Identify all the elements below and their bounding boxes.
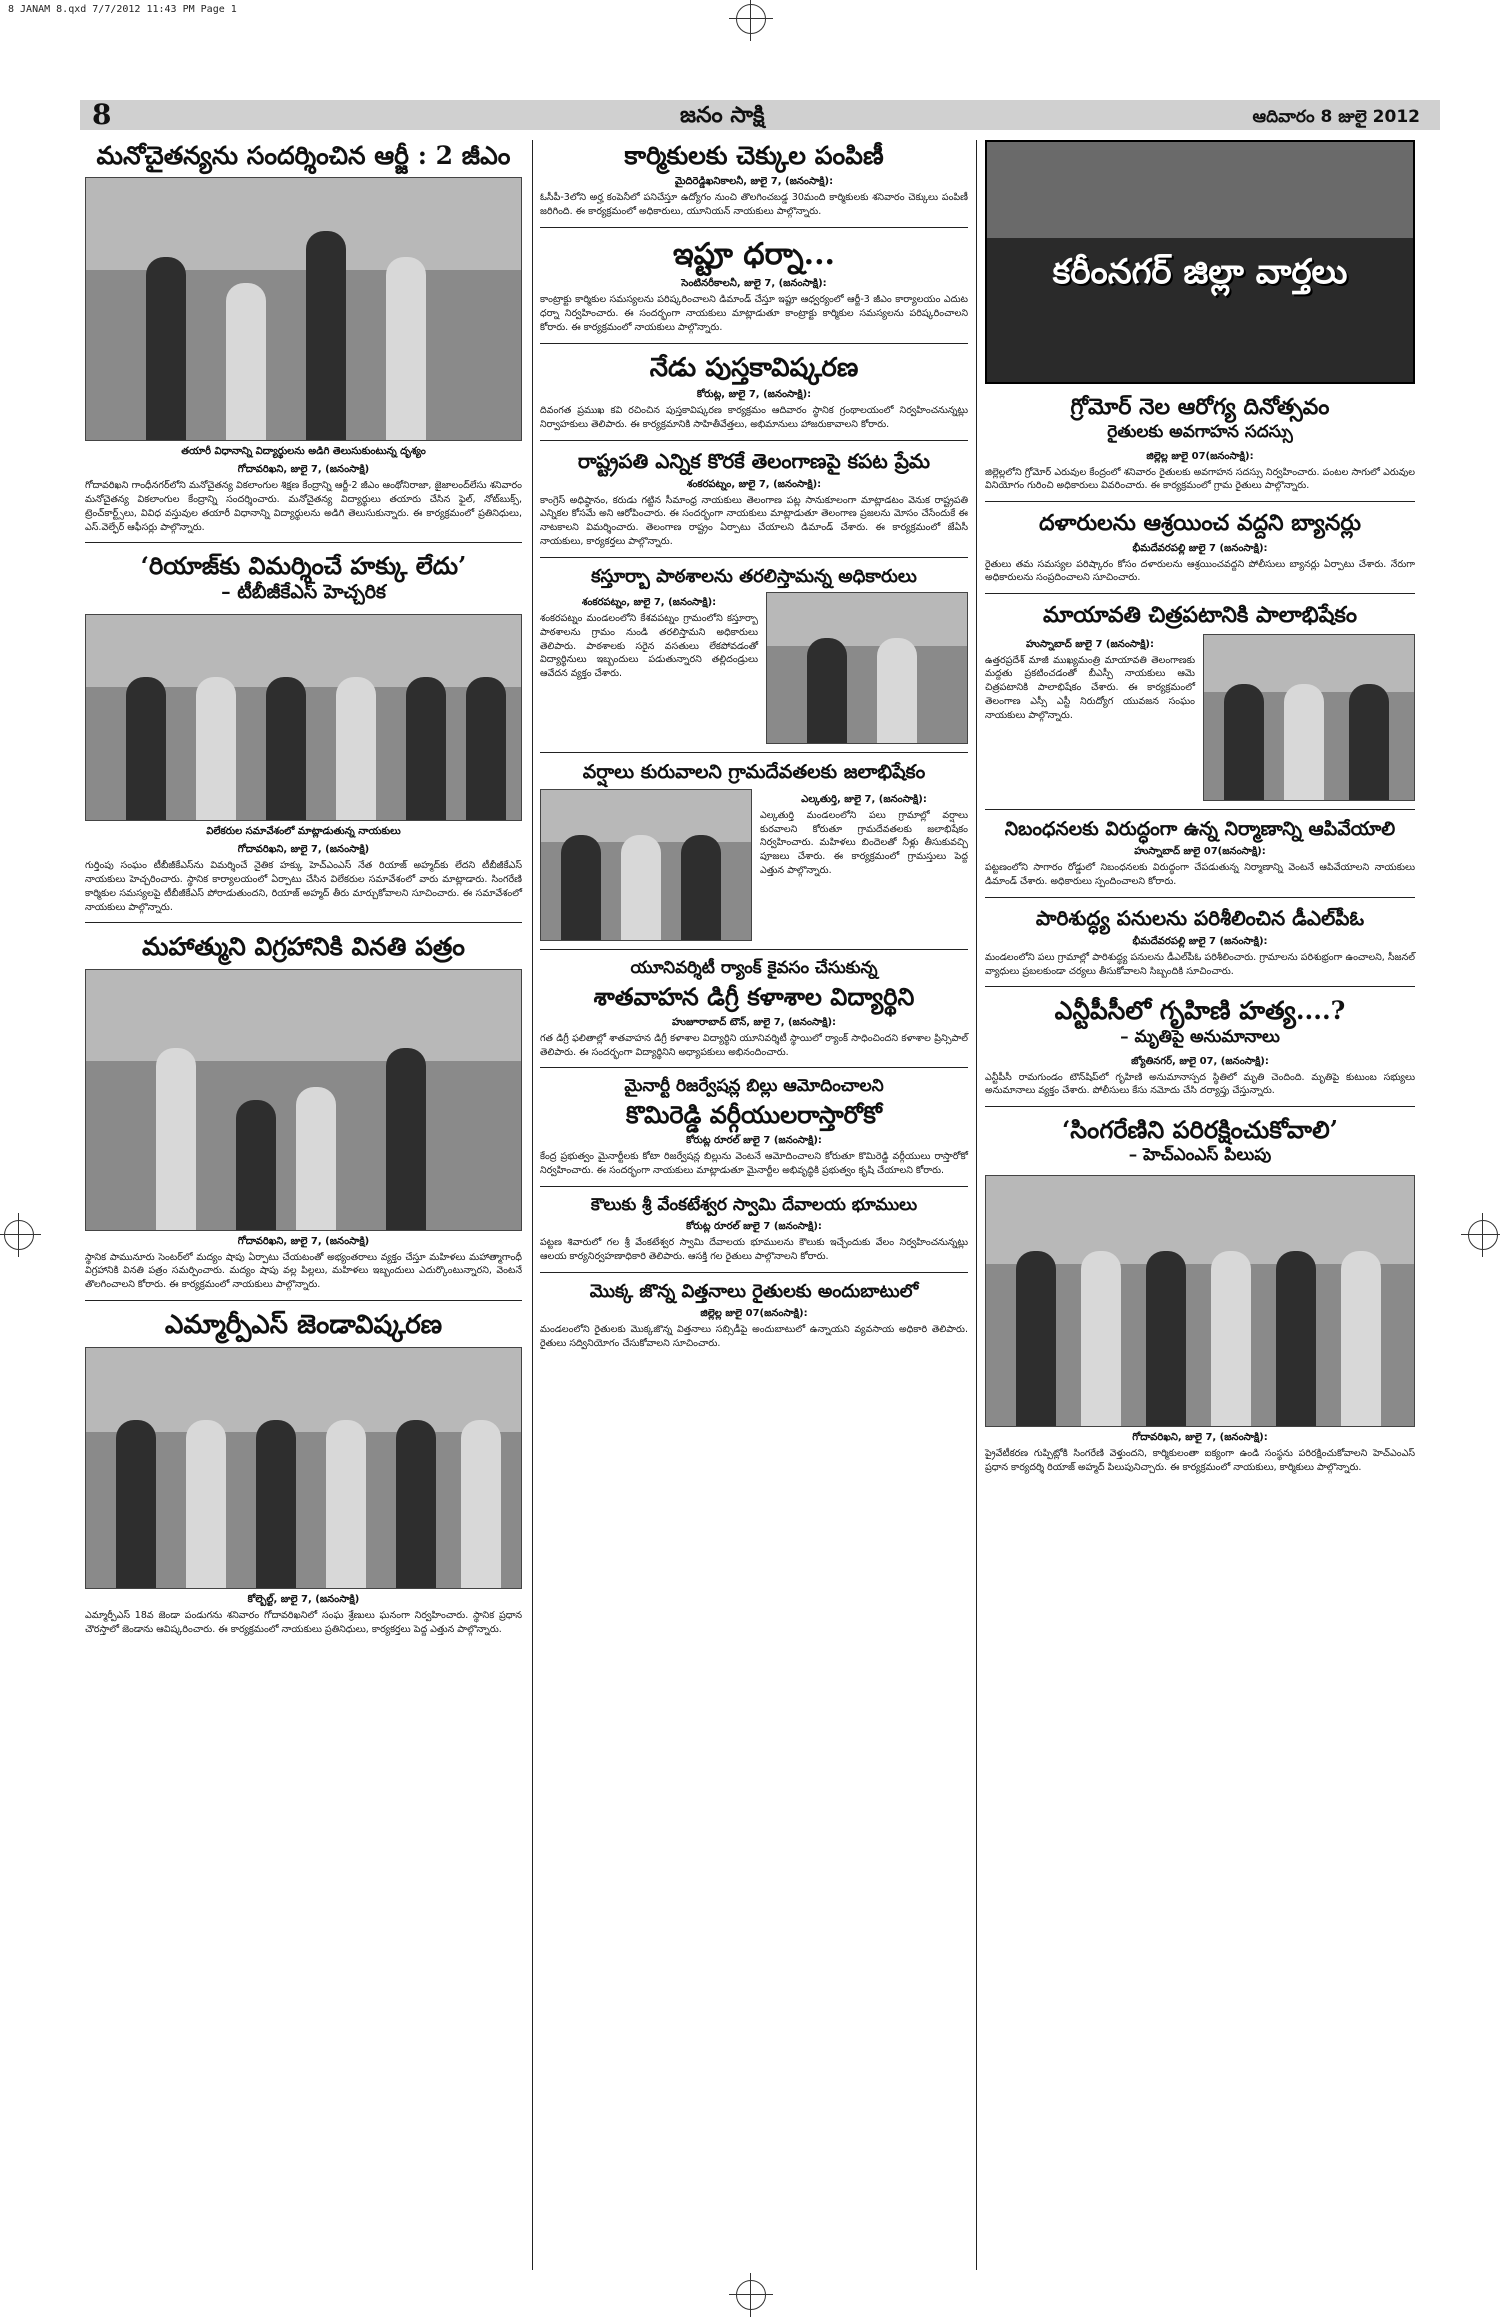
news-photo bbox=[85, 177, 522, 441]
headline: మాయావతి చిత్రపటానికి పాలాభిషేకం bbox=[1042, 602, 1358, 629]
photo-caption: విలేకరుల సమావేశంలో మాట్లాడుతున్న నాయకులు bbox=[206, 826, 401, 838]
news-photo bbox=[985, 1175, 1415, 1427]
article-body: ఓసీపీ-3లోని అర్హ కంపెనీలో పనిచేస్తూ ఉద్యోగం నుంచి తొలగించబడ్డ 30మంది కార్మికులకు శనివారం చెక్కులు పంపిణీ జరిగింది. ఈ కార్యక్రమంలో అధికారులు, యూనియన్ నాయకులు పాల్గొన్నారు. bbox=[540, 192, 968, 218]
dateline: భీమదేవరపల్లి జులై 7 (జనంసాక్షి): bbox=[1132, 542, 1268, 554]
article-body: ఎన్టీపీసీ రామగుండం టౌన్‌షిప్‌లో గృహిణి అనుమానాస్పద స్థితిలో మృతి చెందింది. మృతిపై కుటుంబ సభ్యులు అనుమానాలు వ్యక్తం చేశారు. పోలీసులు కేసు నమోదు చేసి దర్యాప్తు చేస్తున్నారు. bbox=[985, 1071, 1415, 1097]
dateline: జిల్లెల్ల జులై 07(జనంసాక్షి): bbox=[1146, 450, 1254, 462]
news-photo bbox=[85, 1347, 522, 1589]
article-body: స్థానిక పామునూరు సెంటర్‌లో మద్యం షాపు ఏర్పాటు చేయటంతో అభ్యంతరాలు వ్యక్తం చేస్తూ మహిళలు మహాత్మాగాంధీ విగ్రహానికి వినతి పత్రం సమర్పించారు. మద్యం షాపు వల్ల పిల్లలు, మహిళలు ఇబ్బందులు ఎదుర్కొంటున్నారని, వెంటనే తొలగించాలని కోరారు. ఈ కార్యక్రమంలో నాయకులు పాల్గొన్నారు. bbox=[85, 1251, 522, 1291]
kicker: యూనివర్శిటీ ర్యాంక్ కైవసం చేసుకున్న bbox=[630, 957, 878, 978]
subheadline: – టీబీజీకేఎస్‌ హెచ్చరిక bbox=[221, 581, 386, 604]
news-photo bbox=[85, 969, 522, 1231]
article-body: శంకరపట్నం మండలంలోని కేశవపట్నం గ్రామంలోని కస్తూర్బా పాఠశాలను గ్రామం నుండి తరలిస్తామని అధికారులు తెలిపారు. పాఠశాలకు సరైన వసతులు లేకపోవడంతో విద్యార్థినులు ఇబ్బందులు పడుతున్నారని తల్లిదండ్రులు ఆవేదన వ్యక్తం చేశారు. bbox=[540, 613, 758, 680]
article-body: ఎల్కతుర్తి మండలంలోని పలు గ్రామాల్లో వర్షాలు కురవాలని కోరుతూ గ్రామదేవతలకు జలాభిషేకం నిర్వహించారు. మహిళలు బిందెలతో నీళ్లు తీసుకువచ్చి పూజలు చేశారు. ఈ కార్యక్రమంలో గ్రామస్తులు పెద్ద ఎత్తున పాల్గొన్నారు. bbox=[760, 809, 968, 876]
column-left bbox=[85, 140, 522, 1637]
kicker: మైనార్టీ రిజర్వేషన్ల బిల్లు ఆమోదించాలని bbox=[624, 1076, 884, 1097]
dateline: మైదిరెడ్డిఖనికాలనీ, జులై 7, (జనంసాక్షి): bbox=[674, 176, 834, 188]
article-body: మండలంలోని పలు గ్రామాల్లో పారిశుద్ధ్య పనులను డీఎల్‌పీఓ పరిశీలించారు. గ్రామాలను పరిశుభ్రంగా ఉంచాలని, సీజనల్ వ్యాధులు ప్రబలకుండా చర్యలు తీసుకోవాలని సిబ్బందికి సూచించారు. bbox=[985, 951, 1415, 977]
dateline: భీమదేవరపల్లి జులై 7 (జనంసాక్షి): bbox=[1132, 935, 1268, 947]
headline: రాష్ట్రపతి ఎన్నిక కొరకే తెలంగాణపై కపట ప్రేమ bbox=[577, 448, 931, 473]
dateline: కోరుట్ల రూరల్ జులై 7 (జనంసాక్షి): bbox=[686, 1135, 822, 1147]
headline: ఎమ్మార్పీఎస్‌ జెండావిష్కరణ bbox=[164, 1309, 443, 1340]
registration-mark-icon bbox=[4, 1220, 34, 1250]
headline: శాతవాహన డిగ్రీ కళాశాల విద్యార్థిని bbox=[593, 981, 915, 1011]
dateline: శంకరపట్నం, జులై 7, (జనంసాక్షి): bbox=[581, 597, 717, 609]
headline: నిబంధనలకు విరుద్ధంగా ఉన్న నిర్మాణాన్ని ఆపివేయాలి bbox=[1004, 817, 1396, 840]
news-photo bbox=[766, 592, 968, 744]
subheadline: రైతులకు అవగాహన సదస్సు bbox=[1107, 421, 1293, 442]
article-body: గుర్తింపు సంఘం టీబీజీకేఎస్‌ను విమర్శించే నైతిక హక్కు హెచ్ఎంఎస్ నేత రియాజ్ అహ్మద్‌కు లేదని టీబీజీకేఎస్ నాయకులు హెచ్చరించారు. స్థానిక కార్యాలయంలో ఏర్పాటు చేసిన విలేకరుల సమావేశంలో వారు మాట్లాడారు. సింగరేణి కార్మికుల సమస్యలపై టీబీజీకేఎస్ పోరాడుతుందని, రియాజ్ అహ్మద్ తీరు మార్చుకోవాలని సూచించారు. ఈ సమావేశంలో నాయకులు పాల్గొన్నారు. bbox=[85, 860, 522, 913]
dateline: కోరుట్ల రూరల్ జులై 7 (జనంసాక్షి): bbox=[686, 1221, 822, 1233]
column-divider bbox=[532, 140, 533, 2270]
column-divider bbox=[976, 140, 977, 2270]
dateline: ఎల్కతుర్తి, జులై 7, (జనంసాక్షి): bbox=[801, 793, 927, 805]
headline: మహాత్ముని విగ్రహానికి వినతి పత్రం bbox=[142, 932, 465, 962]
registration-mark-icon bbox=[736, 2280, 766, 2310]
article-body: దివంగత ప్రముఖ కవి రచించిన పుస్తకావిష్కరణ కార్యక్రమం ఆదివారం స్థానిక గ్రంథాలయంలో నిర్వహించనున్నట్లు నిర్వాహకులు తెలిపారు. ఈ కార్యక్రమానికి సాహితీవేత్తలు, అభిమానులు హాజరుకావాలని కోరారు. bbox=[540, 405, 968, 430]
article-body: కాంట్రాక్టు కార్మికుల సమస్యలను పరిష్కరించాలని డిమాండ్ చేస్తూ ఇప్టూ ఆధ్వర్యంలో ఆర్జీ-3 జీఎం కార్యాలయం ఎదుట ధర్నా నిర్వహించారు. ఈ సందర్భంగా నాయకులు మాట్లాడుతూ కాంట్రాక్టు కార్మికుల సమస్యలను పరిష్కరించాలని కోరారు. ఈ కార్యక్రమంలో నాయకులు పాల్గొన్నారు. bbox=[540, 294, 968, 333]
dateline: కోల్బెల్ట్, జులై 7, (జనంసాక్షి) bbox=[247, 1594, 360, 1606]
headline: నేడు పుస్తకావిష్కరణ bbox=[649, 352, 859, 383]
article-body: రైతులు తమ సమస్యల పరిష్కారం కోసం దళారులను ఆశ్రయించవద్దని పోలీసులు బ్యానర్లు ఏర్పాటు చేశారు. నేరుగా అధికారులను సంప్రదించాలని సూచించారు. bbox=[985, 558, 1415, 584]
headline: కార్మికులకు చెక్కుల పంపిణీ bbox=[624, 141, 884, 170]
article-body: పట్టణంలోని సాగారం రోడ్డులో నిబంధనలకు విరుద్ధంగా చేపడుతున్న నిర్మాణాన్ని వెంటనే ఆపివేయాలని నాయకులు డిమాండ్ చేశారు. అధికారులు స్పందించాలని కోరారు. bbox=[985, 862, 1415, 888]
issue-date: ఆదివారం 8 జులై 2012 bbox=[1252, 107, 1420, 127]
page-number: 8 bbox=[92, 98, 112, 131]
dateline: గోదావరిఖని, జులై 7, (జనంసాక్షి) bbox=[237, 464, 370, 476]
headline: మొక్క జొన్న విత్తనాలు రైతులకు అందుబాటులో bbox=[589, 1280, 919, 1302]
subheadline: – మృతిపై అనుమానాలు bbox=[1120, 1026, 1280, 1047]
dateline: జ్యోతినగర్, జులై 07, (జనంసాక్షి): bbox=[1131, 1055, 1269, 1067]
headline: గ్రోమోర్‌ నెల ఆరోగ్య దినోత్సవం bbox=[1070, 394, 1330, 420]
masthead-logo: జనం సాక్షి bbox=[680, 102, 765, 128]
news-photo bbox=[85, 614, 522, 821]
news-photo bbox=[1203, 634, 1415, 801]
dateline: కోరుట్ల, జులై 7, (జనంసాక్షి): bbox=[696, 389, 812, 401]
subheadline: – హెచ్‌ఎంఎస్‌ పిలుపు bbox=[1128, 1145, 1272, 1166]
district-news-banner bbox=[985, 140, 1415, 384]
article-body: కాంగ్రెస్ అధిష్ఠానం, కరుడు గట్టిన సీమాంధ్ర నాయకులు తెలంగాణ పట్ల సానుకూలంగా మాట్లాడటం వెనుక రాష్ట్రపతి ఎన్నికల కోసమే అని ఆరోపించారు. ఈ సందర్భంగా నాయకులు మాట్లాడుతూ తెలంగాణ ప్రజలను మోసం చేసేందుకే ఈ నాటకాలని విమర్శించారు. తెలంగాణ రాష్ట్రం ఏర్పాటు చేయాలని డిమాండ్ చేశారు. ఈ కార్యక్రమంలో జేఏసీ నాయకులు, కార్యకర్తలు పాల్గొన్నారు. bbox=[540, 494, 968, 547]
headline: కొమిరెడ్డి వర్గీయులరాస్తారోకో bbox=[626, 1100, 882, 1130]
dateline: శంకరపట్నం, జులై 7, (జనంసాక్షి): bbox=[686, 478, 822, 490]
article-body: ఉత్తరప్రదేశ్ మాజీ ముఖ్యమంత్రి మాయావతి తెలంగాణకు మద్దతు ప్రకటించడంతో బీఎస్పీ నాయకులు ఆమె చిత్రపటానికి పాలాభిషేకం చేశారు. ఈ కార్యక్రమంలో తెలంగాణ ఎస్సీ ఎస్టీ నిరుద్యోగ యువజన సంఘం నాయకులు పాల్గొన్నారు. bbox=[985, 654, 1195, 721]
headline: కస్తూర్బా పాఠశాలను తరలిస్తామన్న అధికారులు bbox=[591, 565, 917, 587]
registration-mark-icon bbox=[736, 4, 766, 34]
headline: ఎన్టీపీసీలో గృహిణి హత్య....? bbox=[1054, 996, 1346, 1026]
print-slug: 8 JANAM 8.qxd 7/7/2012 11:43 PM Page 1 bbox=[8, 4, 237, 15]
photo-caption: తయారీ విధానాన్ని విద్యార్థులను అడిగి తెలుసుకుంటున్న దృశ్యం bbox=[181, 446, 426, 458]
article-body: ప్రైవేటీకరణ గుప్పిట్లోకి సింగరేణి వెళ్తుందని, కార్మికులంతా ఐక్యంగా ఉండి సంస్థను పరిరక్షించుకోవాలని హెచ్ఎంఎస్ ప్రధాన కార్యదర్శి రియాజ్ అహ్మద్ పిలుపునిచ్చారు. ఈ కార్యక్రమంలో నాయకులు, కార్మికులు పాల్గొన్నారు. bbox=[985, 1448, 1415, 1473]
dateline: జిల్లెల్ల జులై 07(జనంసాక్షి): bbox=[700, 1308, 808, 1320]
dateline: హుజూరాబాద్ టౌన్, జులై 7, (జనంసాక్షి): bbox=[671, 1016, 837, 1028]
headline: మనోచైతన్యను సందర్శించిన ఆర్జీ : 2 జీఎం bbox=[96, 141, 511, 170]
article-body: పట్టణ శివారులో గల శ్రీ వేంకటేశ్వర స్వామి దేవాలయ భూములను కౌలుకు ఇచ్చేందుకు వేలం నిర్వహించనున్నట్లు ఆలయ కార్యనిర్వహణాధికారి తెలిపారు. ఆసక్తి గల రైతులు పాల్గొనాలని కోరారు. bbox=[540, 1237, 968, 1262]
news-photo bbox=[540, 789, 752, 941]
article-body: గోదావరిఖని గాంధీనగర్‌లోని మనోచైతన్య వికలాంగుల శిక్షణ కేంద్రాన్ని ఆర్జీ-2 జీఎం ఆంథోనిరాజా, జైజాలంద్‌లేసు శనివారం మనోచైతన్య వికలాంగుల కేంద్రాన్ని సందర్శించారు. మనోచైతన్య విద్యార్థులు తయారు చేసిన ఫైల్, నోట్‌బుక్స్, ట్రెంచ్‌కార్ట్స్‌లు, వివిధ వస్తువుల తయారీ విధానాన్ని విద్యార్థులను అడిగి తెలుసుకున్నారు. ఈ కార్యక్రమంలో ప్రతినిధులు, ఎస్.వెల్ఫేర్ ఆఫీసర్లు పాల్గొన్నారు. bbox=[85, 480, 522, 533]
article-body: కేంద్ర ప్రభుత్వం మైనార్టీలకు కోటా రిజర్వేషన్ల బిల్లును వెంటనే ఆమోదించాలని కోరుతూ కొమిరెడ్డి వర్గీయులు రాస్తారోకో నిర్వహించారు. ఈ సందర్భంగా నాయకులు మాట్లాడుతూ మైనార్టీల అభివృద్ధికి ప్రభుత్వం కృషి చేయాలని కోరారు. bbox=[540, 1151, 968, 1177]
dateline: గోదావరిఖని, జులై 7, (జనంసాక్షి): bbox=[1132, 1432, 1268, 1444]
article-body: జిల్లెల్లలోని గ్రోమోర్ ఎరువుల కేంద్రంలో శనివారం రైతులకు అవగాహన సదస్సు నిర్వహించారు. పంటల సాగులో ఎరువుల వినియోగం గురించి అధికారులు వివరించారు. ఈ కార్యక్రమంలో గ్రామ రైతులు పాల్గొన్నారు. bbox=[985, 466, 1415, 492]
dateline: సెంటినరీకాలనీ, జులై 7, (జనంసాక్షి): bbox=[681, 278, 827, 290]
headline: ఇప్టూ ధర్నా... bbox=[673, 236, 835, 272]
article-body: మండలంలోని రైతులకు మొక్కజొన్న విత్తనాలు సబ్సిడీపై అందుబాటులో ఉన్నాయని వ్యవసాయ అధికారి తెలిపారు. రైతులు సద్వినియోగం చేసుకోవాలని సూచించారు. bbox=[540, 1324, 968, 1350]
registration-mark-icon bbox=[1468, 1220, 1498, 1250]
dateline: హుస్నాబాద్ జులై 07(జనంసాక్షి): bbox=[1134, 846, 1266, 858]
article-body: ఎమ్మార్పీఎస్ 18వ జెండా పండుగను శనివారం గోదావరిఖనిలో సంఘ శ్రేణులు ఘనంగా నిర్వహించారు. స్థానిక ప్రధాన చౌరస్తాలో జెండాను ఆవిష్కరించారు. ఈ కార్యక్రమంలో నాయకులు ప్రతినిధులు, కార్యకర్తలు పెద్ద ఎత్తున పాల్గొన్నారు. bbox=[85, 1610, 522, 1636]
headline: పారిశుద్ధ్య పనులను పరిశీలించిన డీఎల్‌పీఓ bbox=[1035, 905, 1365, 930]
headline: ‘సింగరేణిని పరిరక్షించుకోవాలి’ bbox=[1061, 1115, 1339, 1145]
column-right bbox=[985, 140, 1415, 1475]
headline: వర్షాలు కురువాలని గ్రామదేవతలకు జలాభిషేకం bbox=[582, 761, 926, 784]
headline: దళారులను ఆశ్రయించ వద్దని బ్యానర్లు bbox=[1039, 510, 1361, 537]
dateline: గోదావరిఖని, జులై 7, (జనంసాక్షి) bbox=[237, 1235, 370, 1247]
article-body: గత డిగ్రీ ఫలితాల్లో శాతవాహన డిగ్రీ కళాశాల విద్యార్థిని యూనివర్శిటీ స్థాయిలో ర్యాంక్ సాధించిందని కళాశాల ప్రిన్సిపాల్ తెలిపారు. ఈ సందర్భంగా విద్యార్థినిని అధ్యాపకులు అభినందించారు. bbox=[540, 1032, 968, 1058]
banner-title: కరీంనగర్‌ జిల్లా వార్తలు bbox=[1052, 252, 1348, 292]
column-middle bbox=[540, 140, 968, 1351]
dateline: గోదావరిఖని, జులై 7, (జనంసాక్షి) bbox=[237, 844, 370, 856]
headline: కౌలుకు శ్రీ వేంకటేశ్వర స్వామి దేవాలయ భూములు bbox=[590, 1194, 918, 1215]
headline: ‘రియాజ్‌కు విమర్శించే హక్కు లేదు’ bbox=[140, 551, 467, 581]
dateline: హుస్నాబాద్ జులై 7 (జనంసాక్షి): bbox=[1025, 638, 1155, 650]
